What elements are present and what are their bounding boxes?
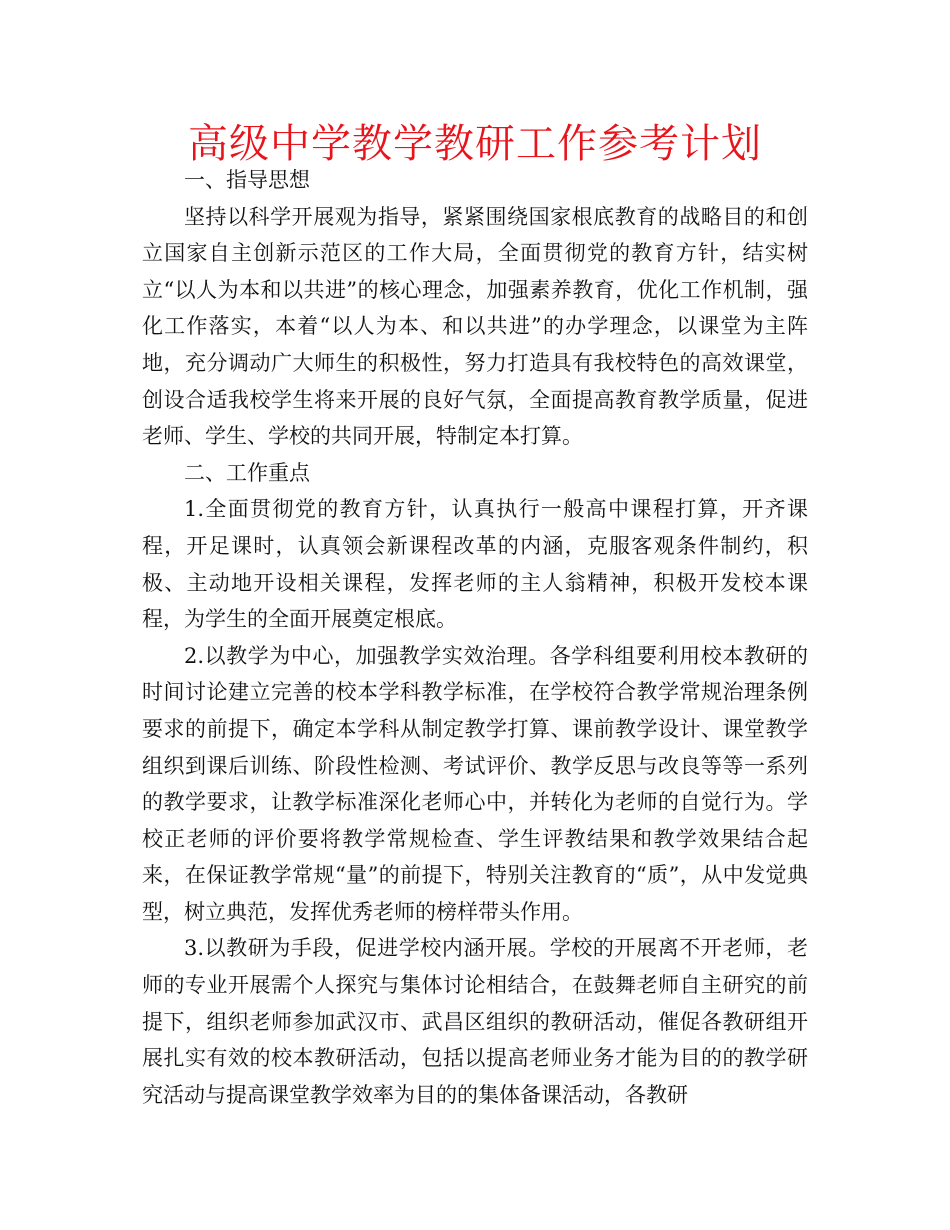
paragraph-item-1: 1.全面贯彻党的教育方针，认真执行一般高中课程打算，开齐课程，开足课时，认真领会新课程改革的内涵，克服客观条件制约，积极、主动地开设相关课程，发挥老师的主人翁精神，积极开发校本课程，为学生的全面开展奠定根底。 bbox=[142, 497, 808, 632]
section-heading-guiding-ideology: 一、指导思想 bbox=[184, 168, 310, 192]
paragraph-guiding-ideology: 坚持以科学开展观为指导，紧紧围绕国家根底教育的战略目的和创立国家自主创新示范区的工作大局，全面贯彻党的教育方针，结实树立“以人为本和以共进”的核心理念，加强素养教育，优化工作机制，强化工作落实，本着“以人为本、和以共进”的办学理念，以课堂为主阵地，充分调动广大师生的积极性，努力打造具有我校特色的高效课堂，创设合适我校学生将来开展的良好气氛，全面提高教育教学质量，促进老师、学生、学校的共同开展，特制定本打算。 bbox=[142, 204, 808, 449]
paragraph-item-2: 2.以教学为中心，加强教学实效治理。各学科组要利用校本教研的时间讨论建立完善的校本学科教学标准，在学校符合教学常规治理条例要求的前提下，确定本学科从制定教学打算、课前教学设计、课堂教学组织到课后训练、阶段性检测、考试评价、教学反思与改良等等一系列的教学要求，让教学标准深化老师心中，并转化为老师的自觉行为。学校正老师的评价要将教学常规检查、学生评教结果和教学效果结合起来，在保证教学常规“量”的前提下，特别关注教育的“质”，从中发觉典型，树立典范，发挥优秀老师的榜样带头作用。 bbox=[142, 643, 808, 924]
paragraph-item-3: 3.以教研为手段，促进学校内涵开展。学校的开展离不开老师，老师的专业开展需个人探究与集体讨论相结合，在鼓舞老师自主研究的前提下，组织老师参加武汉市、武昌区组织的教研活动，催促各教研组开展扎实有效的校本教研活动，包括以提高老师业务才能为目的的教学研究活动与提高课堂教学效率为目的的集体备课活动，各教研 bbox=[142, 936, 808, 1107]
document-title: 高级中学教学教研工作参考计划 bbox=[188, 121, 762, 167]
document-body bbox=[142, 162, 808, 1113]
section-heading-work-focus: 二、工作重点 bbox=[184, 460, 310, 485]
